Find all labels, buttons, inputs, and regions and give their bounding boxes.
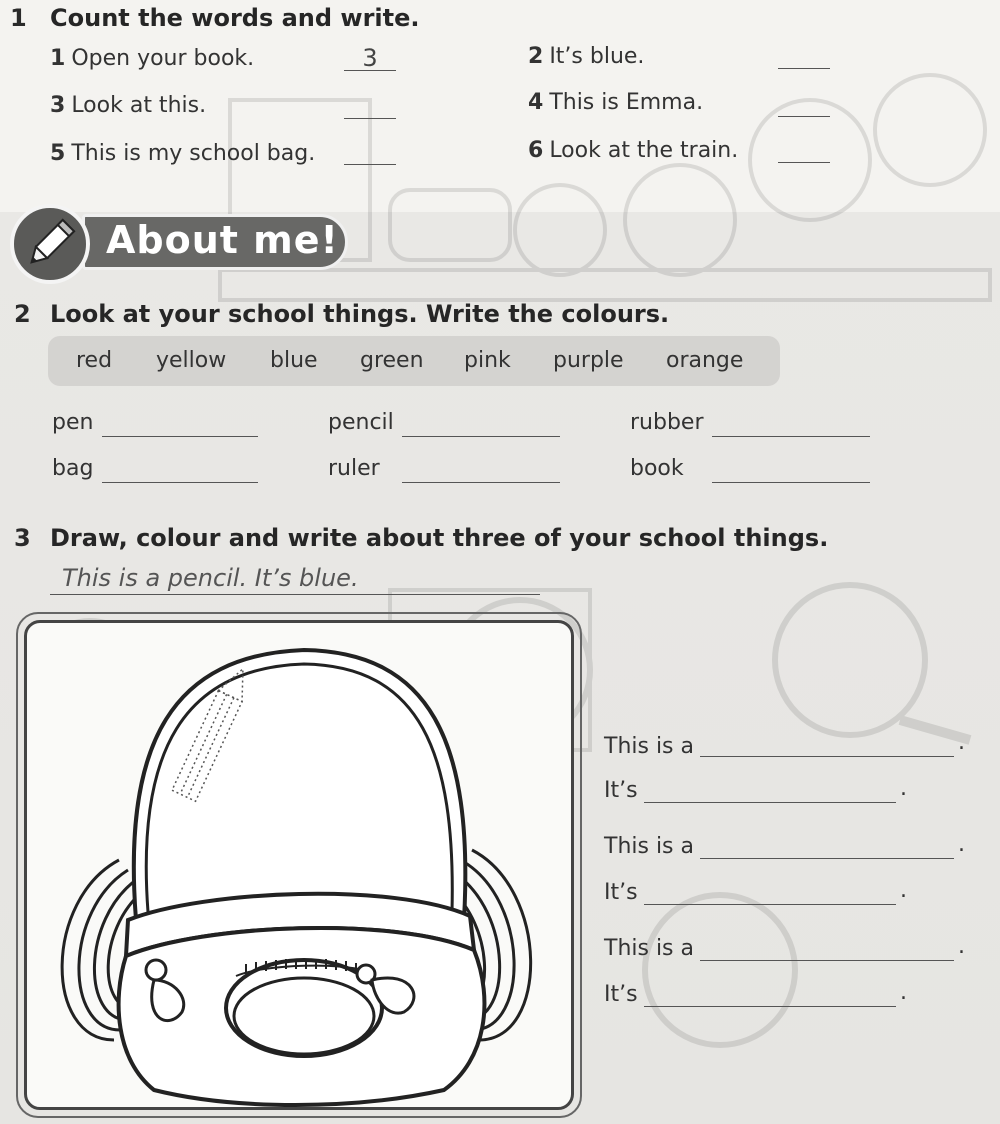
answer-line-colour-1[interactable]	[644, 776, 896, 803]
item-text: This is Emma.	[549, 90, 704, 115]
ex1-answer-2[interactable]	[778, 42, 830, 69]
label-rubber: rubber	[630, 410, 704, 435]
example-sentence: This is a pencil. It’s blue.	[62, 564, 359, 592]
answer-line-thing-3[interactable]	[700, 934, 954, 961]
label-pen: pen	[52, 410, 94, 435]
item-text: Look at this.	[71, 93, 207, 118]
item-number: 3	[50, 93, 66, 118]
word-bank-green: green	[360, 348, 424, 373]
pencil-icon	[18, 212, 82, 276]
word-bank-purple: purple	[553, 348, 624, 373]
ex1-answer-1[interactable]: 3	[344, 44, 396, 71]
about-me-title: About me!	[106, 218, 339, 262]
ex1-answer-4[interactable]	[778, 90, 830, 117]
period-4: .	[900, 878, 907, 903]
item-number: 5	[50, 141, 66, 166]
item-text: Open your book.	[71, 46, 255, 71]
ex1-item-1	[50, 46, 254, 71]
item-text: This is my school bag.	[71, 141, 316, 166]
item-text: It’s blue.	[549, 44, 645, 69]
ex1-answer-6[interactable]	[778, 136, 830, 163]
exercise-1-title: Count the words and write.	[50, 4, 420, 32]
sentence-this-is-a-3: This is a	[604, 936, 694, 961]
answer-line-rubber[interactable]	[712, 410, 870, 437]
word-bank-blue: blue	[270, 348, 318, 373]
ex1-item-6	[528, 138, 738, 163]
ex1-item-5	[50, 141, 315, 166]
word-bank-yellow: yellow	[156, 348, 227, 373]
ex1-item-2	[528, 44, 644, 69]
period-1: .	[958, 730, 965, 755]
sentence-this-is-a-1: This is a	[604, 734, 694, 759]
ex1-answer-3[interactable]	[344, 92, 396, 119]
item-number: 6	[528, 138, 544, 163]
answer-line-bag[interactable]	[102, 456, 258, 483]
label-book: book	[630, 456, 684, 481]
item-number: 1	[50, 46, 66, 71]
item-number: 4	[528, 90, 544, 115]
label-pencil: pencil	[328, 410, 394, 435]
exercise-3-number: 3	[14, 524, 31, 552]
item-text: Look at the train.	[549, 138, 739, 163]
sentence-its-3: It’s	[604, 982, 638, 1007]
answer-line-thing-1[interactable]	[700, 730, 954, 757]
answer-line-thing-2[interactable]	[700, 832, 954, 859]
exercise-3-title: Draw, colour and write about three of your school things.	[50, 524, 829, 552]
answer-line-colour-3[interactable]	[644, 980, 896, 1007]
exercise-2-title: Look at your school things. Write the colours.	[50, 300, 670, 328]
sentence-this-is-a-2: This is a	[604, 834, 694, 859]
label-bag: bag	[52, 456, 94, 481]
period-5: .	[958, 934, 965, 959]
example-line	[50, 564, 540, 595]
exercise-2-number: 2	[14, 300, 31, 328]
item-number: 2	[528, 44, 544, 69]
answer-line-ruler[interactable]	[402, 456, 560, 483]
word-bank-red: red	[76, 348, 113, 373]
sentence-its-1: It’s	[604, 778, 638, 803]
label-ruler: ruler	[328, 456, 380, 481]
school-bag-illustration	[24, 620, 574, 1110]
ex1-item-3	[50, 93, 206, 118]
answer-line-colour-2[interactable]	[644, 878, 896, 905]
answer-line-pencil[interactable]	[402, 410, 560, 437]
period-3: .	[958, 832, 965, 857]
answer-line-pen[interactable]	[102, 410, 258, 437]
answer-line-book[interactable]	[712, 456, 870, 483]
word-bank-orange: orange	[666, 348, 744, 373]
period-6: .	[900, 980, 907, 1005]
ex1-item-4	[528, 90, 703, 115]
ex1-answer-5[interactable]	[344, 138, 396, 165]
exercise-1-number: 1	[10, 4, 27, 32]
period-2: .	[900, 776, 907, 801]
word-bank-pink: pink	[464, 348, 511, 373]
sentence-its-2: It’s	[604, 880, 638, 905]
